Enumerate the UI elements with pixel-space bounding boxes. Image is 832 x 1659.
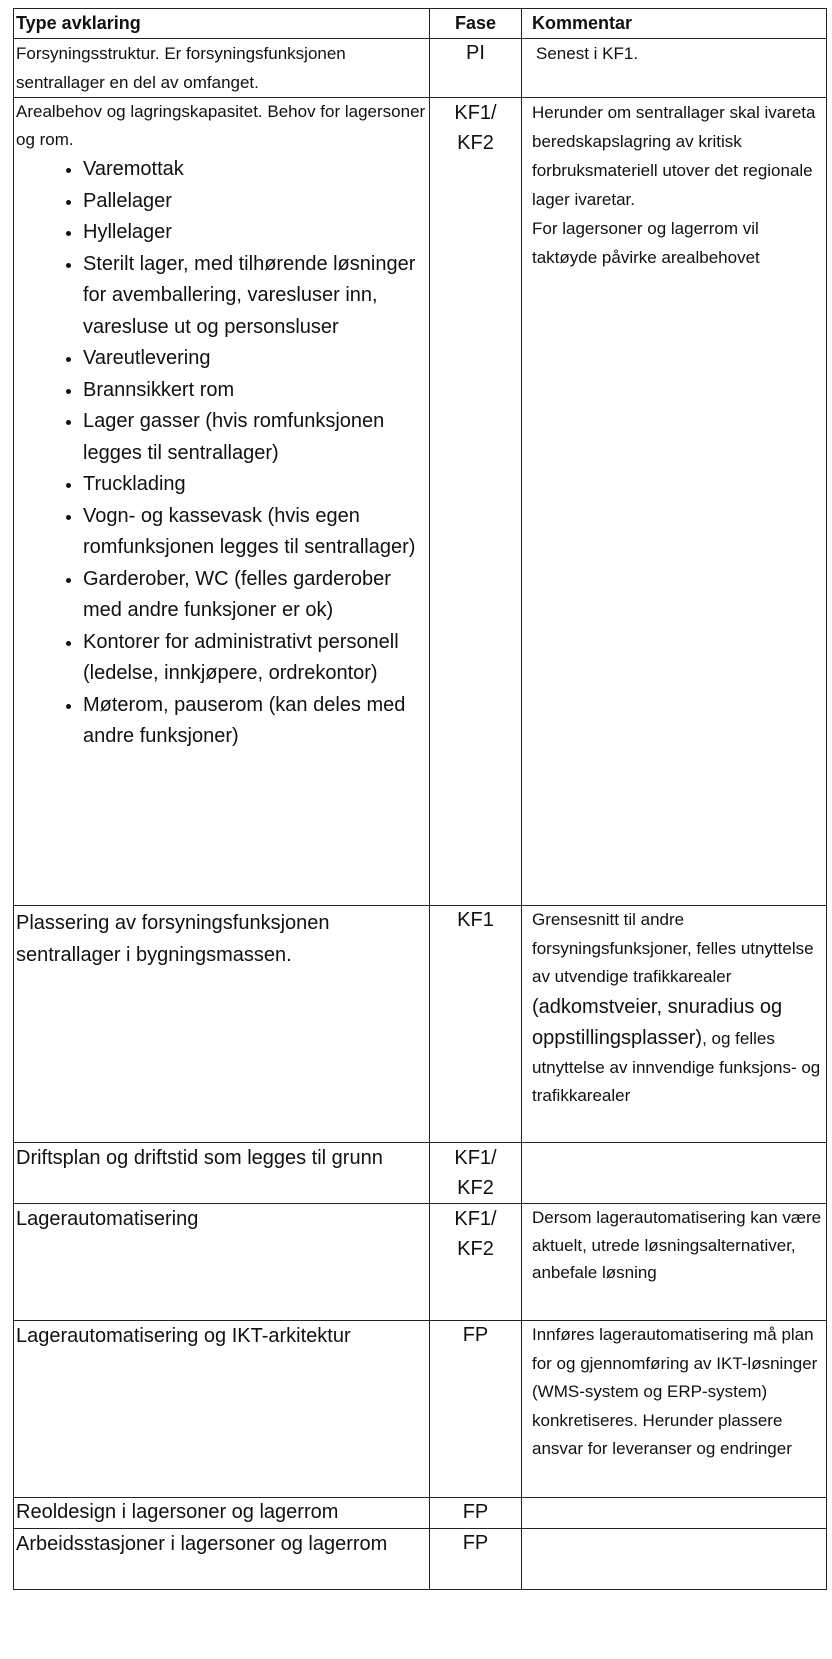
table-row bbox=[14, 1321, 827, 1498]
header-kommentar: Kommentar bbox=[522, 9, 827, 39]
cell-type: Driftsplan og driftstid som legges til grunn bbox=[14, 1143, 430, 1204]
cell-type: Forsyningsstruktur. Er forsyningsfunksjonen sentrallager en del av omfanget. bbox=[14, 39, 430, 98]
kommentar-text-2: For lagersoner og lagerrom vil taktøyde påvirke arealbehovet bbox=[532, 219, 760, 267]
kommentar-part-a: Grensesnitt til andre forsyningsfunksjoner, felles utnyttelse av utvendige trafikkarealer bbox=[532, 910, 814, 986]
cell-kommentar bbox=[522, 1143, 827, 1204]
cell-fase: FP bbox=[430, 1321, 522, 1498]
list-item: • Brannsikkert rom bbox=[83, 375, 429, 407]
cell-fase: KF1/ KF2 bbox=[430, 1204, 522, 1321]
cell-type bbox=[14, 98, 430, 906]
cell-type: Reoldesign i lagersoner og lagerrom bbox=[14, 1498, 430, 1529]
cell-fase: KF1/ KF2 bbox=[430, 1143, 522, 1204]
cell-fase: KF1/ KF2 bbox=[430, 98, 522, 906]
cell-kommentar bbox=[522, 1498, 827, 1529]
cell-fase: KF1 bbox=[430, 906, 522, 1143]
table-row bbox=[14, 1529, 827, 1590]
cell-kommentar bbox=[522, 906, 827, 1143]
cell-fase: PI bbox=[430, 39, 522, 98]
cell-type: Lagerautomatisering og IKT-arkitektur bbox=[14, 1321, 430, 1498]
table-row bbox=[14, 1204, 827, 1321]
table-row bbox=[14, 39, 827, 98]
cell-kommentar: Innføres lagerautomatisering må plan for og gjennomføring av IKT-løsninger (WMS-system og ERP-system) konkretiseres. Herunder plassere ansvar for leveranser og endringer bbox=[522, 1321, 827, 1498]
header-type: Type avklaring bbox=[14, 9, 430, 39]
cell-fase: FP bbox=[430, 1529, 522, 1590]
cell-type-text: Arealbehov og lagringskapasitet. Behov for lagersoner og rom. bbox=[16, 102, 426, 149]
cell-type: Plassering av forsyningsfunksjonen sentrallager i bygningsmassen. bbox=[14, 906, 430, 1143]
list-item: • Hyllelager bbox=[83, 217, 429, 249]
kommentar-part-b: (adkomstveier, snuradius og oppstillingsplasser) bbox=[532, 995, 783, 1049]
header-fase: Fase bbox=[430, 9, 522, 39]
cell-kommentar: Dersom lagerautomatisering kan være aktuelt, utrede løsningsalternativer, anbefale løsning bbox=[522, 1204, 827, 1321]
list-item: • Garderober, WC (felles garderober med andre funksjoner er ok) bbox=[83, 564, 429, 627]
header-row bbox=[14, 9, 827, 39]
room-list bbox=[16, 154, 429, 753]
table-row bbox=[14, 98, 827, 906]
list-item: • Vogn- og kassevask (hvis egen romfunksjonen legges til sentrallager) bbox=[83, 501, 429, 564]
list-item: • Vareutlevering bbox=[83, 343, 429, 375]
table-row bbox=[14, 1498, 827, 1529]
cell-kommentar bbox=[522, 98, 827, 906]
list-item: • Lager gasser (hvis romfunksjonen legges til sentrallager) bbox=[83, 406, 429, 469]
list-item: • Pallelager bbox=[83, 186, 429, 218]
list-item: • Trucklading bbox=[83, 469, 429, 501]
list-item: • Kontorer for administrativt personell (ledelse, innkjøpere, ordrekontor) bbox=[83, 627, 429, 690]
cell-fase: FP bbox=[430, 1498, 522, 1529]
list-item: • Varemottak bbox=[83, 154, 429, 186]
list-item: • Møterom, pauserom (kan deles med andre funksjoner) bbox=[83, 690, 429, 753]
cell-type: Lagerautomatisering bbox=[14, 1204, 430, 1321]
table-row bbox=[14, 1143, 827, 1204]
list-item: • Sterilt lager, med tilhørende løsninger for avemballering, varesluser inn, varesluse ut og personsluser bbox=[83, 249, 429, 344]
kommentar-part-c: , og felles utnyttelse av innvendige funksjons- og trafikkarealer bbox=[532, 1028, 821, 1105]
cell-kommentar: Senest i KF1. bbox=[522, 39, 827, 98]
kommentar-text: Herunder om sentrallager skal ivareta beredskapslagring av kritisk forbruksmateriell utover det regionale lager ivaretar. bbox=[532, 103, 816, 209]
cell-type: Arbeidsstasjoner i lagersoner og lagerrom bbox=[14, 1529, 430, 1590]
table-row bbox=[14, 906, 827, 1143]
clarification-table bbox=[13, 8, 827, 1590]
cell-kommentar bbox=[522, 1529, 827, 1590]
